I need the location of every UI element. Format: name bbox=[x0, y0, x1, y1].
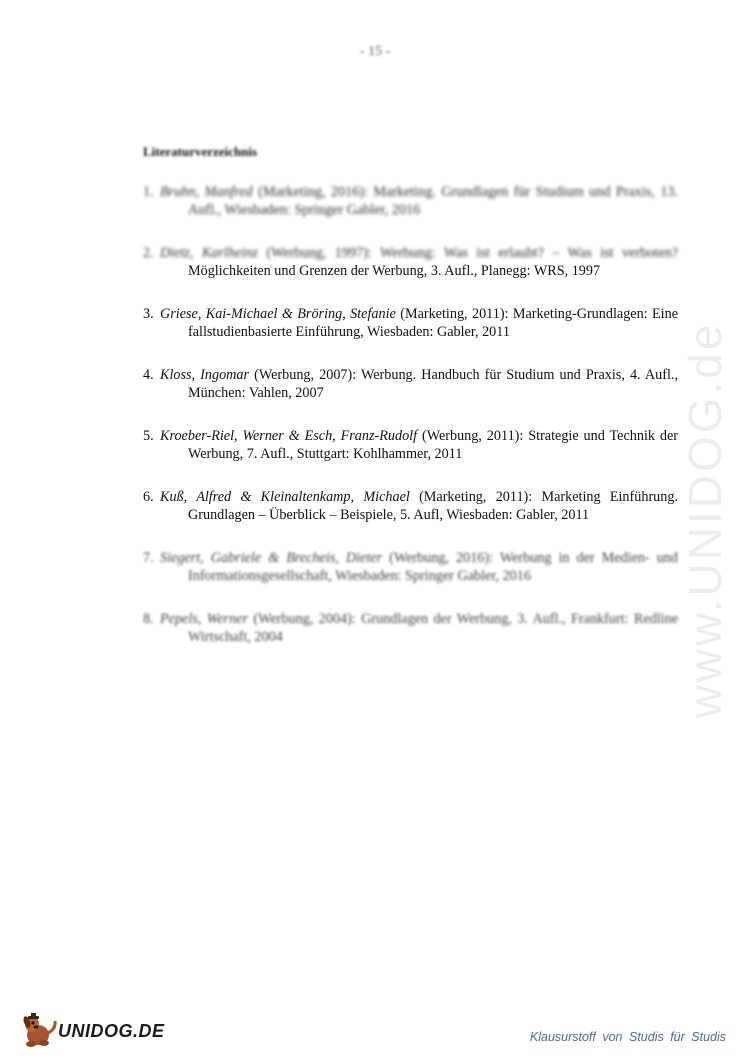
reference-item-6 bbox=[143, 488, 678, 524]
reference-item-5 bbox=[143, 427, 678, 463]
reference-number: 8. bbox=[143, 611, 154, 627]
reference-number: 3. bbox=[143, 306, 154, 322]
reference-item-2 bbox=[143, 244, 678, 280]
reference-item-3 bbox=[143, 305, 678, 341]
reference-item-4 bbox=[143, 366, 678, 402]
reference-details: (Marketing, 2016): Marketing. Grundlagen für Studium und Praxis, 13. Aufl., Wiesbaden: Springer Gabler, 2016 bbox=[188, 184, 678, 218]
reference-number: 7. bbox=[143, 550, 154, 566]
reference-item-7 bbox=[143, 549, 678, 585]
reference-details: (Werbung, 2007): Werbung. Handbuch für Studium und Praxis, 4. Aufl., München: Vahlen, 2007 bbox=[188, 367, 678, 401]
logo-text: UNIDOG.DE bbox=[58, 1020, 165, 1041]
reference-details: (Werbung, 2011): Strategie und Technik der Werbung, 7. Aufl., Stuttgart: Kohlhammer, 2011 bbox=[188, 428, 678, 462]
reference-details: Möglichkeiten und Grenzen der Werbung, 3. Aufl., Planegg: WRS, 1997 bbox=[188, 263, 601, 279]
reference-number: 5. bbox=[143, 428, 154, 444]
reference-author: Griese, Kai-Michael & Bröring, Stefanie bbox=[160, 306, 396, 322]
dog-mascot-icon bbox=[22, 1013, 60, 1049]
reference-author: Kloss, Ingomar bbox=[160, 367, 250, 383]
bibliography-heading: Literaturverzeichnis bbox=[143, 144, 258, 159]
reference-details: (Marketing, 2011): Marketing Einführung. Grundlagen – Überblick – Beispiele, 5. Aufl, Wiesbaden: Gabler, 2011 bbox=[188, 489, 678, 523]
reference-list bbox=[143, 183, 678, 671]
reference-author: Bruhn, Manfred bbox=[160, 184, 253, 200]
reference-author: Siegert, Gabriele & Brecheis, Dieter bbox=[160, 550, 383, 566]
reference-details: (Marketing, 2011): Marketing-Grundlagen: Eine fallstudienbasierte Einführung, Wiesbaden: Gabler, 2011 bbox=[188, 306, 679, 340]
unidog-logo[interactable] bbox=[22, 1013, 165, 1049]
reference-item-8 bbox=[143, 610, 678, 646]
footer-slogan: Klausurstoff von Studis für Studis bbox=[529, 1030, 726, 1044]
reference-number: 1. bbox=[143, 184, 154, 200]
reference-number: 2. bbox=[143, 245, 154, 261]
reference-author: Kuß, Alfred & Kleinaltenkamp, Michael bbox=[160, 489, 410, 505]
reference-details: (Werbung, 2004): Grundlagen der Werbung, 3. Aufl., Frankfurt: Redline Wirtschaft, 2004 bbox=[188, 611, 679, 645]
reference-details-blurred: (Werbung, 1997): Werbung: Was ist erlaubt? – Was ist verboten? bbox=[257, 245, 679, 261]
reference-number: 4. bbox=[143, 367, 154, 383]
reference-item-1 bbox=[143, 183, 678, 219]
page-number: - 15 - bbox=[359, 44, 391, 59]
reference-details: (Werbung, 2016): Werbung in der Medien- und Informationsgesellschaft, Wiesbaden: Springer Gabler, 2016 bbox=[188, 550, 678, 584]
reference-number: 6. bbox=[143, 489, 154, 505]
reference-author: Pepels, Werner bbox=[160, 611, 248, 627]
reference-author: Kroeber-Riel, Werner & Esch, Franz-Rudolf bbox=[160, 428, 418, 444]
watermark: www.UNIDOG.de bbox=[679, 321, 731, 719]
reference-author: Dietz, Karlheinz bbox=[160, 245, 258, 261]
